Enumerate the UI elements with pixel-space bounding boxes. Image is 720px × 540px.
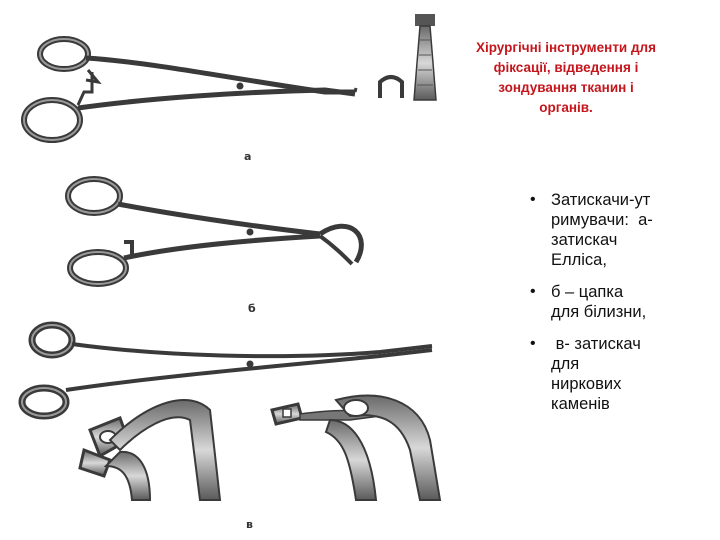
slide-title-line: органів. [539, 100, 593, 115]
bullet-line: Елліса, [551, 251, 607, 269]
allis-clamp-icon [24, 39, 356, 140]
retractor-blade-icon [414, 14, 436, 100]
figure-label-b: б [248, 302, 256, 315]
bullet-dot-icon: • [530, 335, 536, 352]
bullet-item [530, 282, 710, 322]
forceps-jaw-detail-left-icon [80, 400, 220, 500]
slide-title-line: фіксації, відведення і [493, 60, 639, 75]
bullet-line: для [551, 355, 580, 373]
bullet-dot-icon: • [530, 191, 536, 208]
bullet-item [530, 190, 710, 270]
bullet-dot-icon: • [530, 283, 536, 300]
bullet-line: ниркових [551, 375, 622, 393]
bullet-line: б – цапка [551, 283, 624, 301]
bullet-item [530, 334, 710, 414]
bullet-line: в- затискач [551, 335, 641, 353]
towel-clamp-icon [68, 179, 361, 284]
u-probe-icon [380, 77, 402, 98]
bullet-line: затискач [551, 231, 618, 249]
figure-label-c: в [246, 518, 253, 531]
slide-title-line: Хірургічні інструменти для [475, 40, 657, 55]
slide-title [452, 38, 680, 118]
bullet-list [530, 190, 710, 426]
bullet-line: для білизни, [551, 303, 647, 321]
slide-title-line: зондування тканин і [498, 80, 634, 95]
bullet-line: каменів [551, 395, 610, 413]
bullet-line: Затискачи-ут [551, 191, 651, 209]
bullet-line: римувачи: а- [551, 211, 653, 229]
forceps-jaw-detail-right-icon [272, 396, 440, 500]
figure-label-a: а [244, 150, 252, 163]
